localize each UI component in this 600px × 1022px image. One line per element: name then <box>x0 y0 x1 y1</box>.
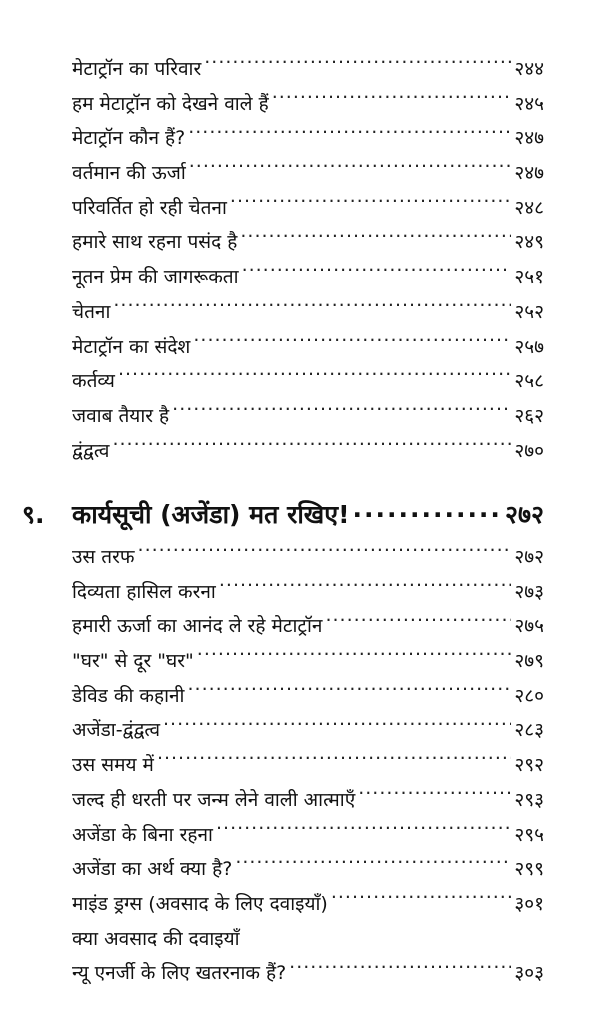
entry-page-number: २८० <box>514 684 544 707</box>
entry-title: कर्तव्य <box>72 370 115 393</box>
chapter-title: कार्यसूची (अजेंडा) मत रखिए! <box>72 500 350 529</box>
toc-entry <box>72 191 544 226</box>
entry-title: हमारे साथ रहना पसंद है <box>72 231 238 254</box>
leader-dots <box>189 160 512 179</box>
entry-page-number: २७९ <box>514 650 544 673</box>
toc-entry <box>72 330 544 365</box>
entry-page-number: २६२ <box>514 404 544 427</box>
entry-page-number: २७३ <box>514 580 544 603</box>
entry-title: मेटाट्रॉन कौन हैं? <box>72 127 186 150</box>
leader-dots <box>118 368 511 387</box>
leader-dots <box>157 752 511 771</box>
toc-entry <box>72 260 544 295</box>
entry-title: हमारी ऊर्जा का आनंद ले रहे मेटाट्रॉन <box>72 615 323 638</box>
entry-title: मेटाट्रॉन का परिवार <box>72 58 202 80</box>
entry-page-number: २४५ <box>514 92 544 115</box>
entry-title: वर्तमान की ऊर्जा <box>72 162 186 185</box>
entry-title: अजेंडा-द्वंद्वत्व <box>72 719 161 742</box>
leader-dots <box>230 195 511 214</box>
toc-entry <box>72 956 544 991</box>
leader-dots <box>325 613 511 632</box>
toc-entry <box>72 818 544 853</box>
entry-page-number: २५२ <box>514 300 544 323</box>
chapter-number: ९. <box>22 500 45 529</box>
toc-entry <box>72 52 544 87</box>
entry-title: जल्द ही धरती पर जन्म लेने वाली आत्माएँ <box>72 788 356 811</box>
entry-page-number: २८३ <box>514 719 544 742</box>
entry-page-number: २७५ <box>514 615 544 638</box>
leader-dots <box>188 125 511 144</box>
entry-title: अजेंडा के बिना रहना <box>72 823 213 846</box>
entry-page-number: २५७ <box>514 335 544 358</box>
leader-dots <box>112 438 511 457</box>
chapter-page-number: २७२ <box>504 500 544 529</box>
toc-entry <box>72 922 544 957</box>
entry-title: न्यू एनर्जी के लिए खतरनाक हैं? <box>72 962 287 985</box>
entry-title: "घर" से दूर "घर" <box>72 650 194 673</box>
entry-page-number: २७२ <box>514 546 544 568</box>
entry-title: नूतन प्रेम की जागरूकता <box>72 266 239 289</box>
leader-dots <box>235 856 511 875</box>
leader-dots <box>197 648 512 667</box>
toc-entry <box>72 540 544 575</box>
leader-dots <box>216 822 511 841</box>
entry-title: हम मेटाट्रॉन को देखने वाले हैं <box>72 92 269 115</box>
toc-entry <box>72 887 544 922</box>
entry-page-number: २५१ <box>514 266 544 289</box>
entry-title: अजेंडा का अर्थ क्या है? <box>72 858 233 881</box>
toc-entry <box>72 295 544 330</box>
entry-page-number: २४९ <box>514 231 544 254</box>
entry-page-number: ३०१ <box>514 892 544 915</box>
leader-dots <box>242 264 512 283</box>
toc-entry <box>72 87 544 122</box>
toc-entry <box>72 575 544 610</box>
leader-dots <box>289 960 511 979</box>
entry-page-number: ३०३ <box>514 962 544 985</box>
leader-dots <box>331 891 512 910</box>
leader-dots <box>358 787 511 806</box>
toc-list-bottom <box>72 540 544 991</box>
entry-title: क्या अवसाद की दवाइयाँ <box>72 927 240 950</box>
entry-page-number: २४८ <box>514 196 544 219</box>
leader-dots <box>204 56 511 75</box>
entry-title: उस तरफ <box>72 546 135 568</box>
toc-entry <box>72 852 544 887</box>
entry-page-number: २४४ <box>514 58 544 80</box>
toc-entry <box>72 609 544 644</box>
toc-entry <box>72 644 544 679</box>
leader-dots <box>272 91 512 110</box>
entry-page-number: २४७ <box>514 162 544 185</box>
entry-page-number: २४७ <box>514 127 544 150</box>
entry-title: डेविड की कहानी <box>72 684 185 707</box>
entry-title: द्वंद्वत्व <box>72 439 110 462</box>
toc-entry <box>72 225 544 260</box>
toc-entry <box>72 156 544 191</box>
leader-dots <box>113 299 511 318</box>
entry-title: मेटाट्रॉन का संदेश <box>72 335 191 358</box>
entry-page-number: २९२ <box>514 754 544 777</box>
leader-dots <box>240 229 511 248</box>
chapter-heading <box>22 497 544 531</box>
toc-entry <box>72 679 544 714</box>
entry-title: उस समय में <box>72 754 154 777</box>
entry-page-number: २७० <box>514 439 544 462</box>
leader-dots <box>187 683 511 702</box>
leader-dots <box>193 334 511 353</box>
leader-dots <box>352 498 502 523</box>
entry-title: दिव्यता हासिल करना <box>72 580 216 603</box>
entry-title: जवाब तैयार है <box>72 404 170 427</box>
leader-dots <box>163 717 511 736</box>
toc-entry <box>72 783 544 818</box>
toc-entry <box>72 399 544 434</box>
toc-entry <box>72 748 544 783</box>
entry-page-number: २९३ <box>514 788 544 811</box>
toc-list-top <box>72 52 544 468</box>
toc-entry <box>72 364 544 399</box>
leader-dots <box>138 544 512 563</box>
leader-dots <box>172 403 511 422</box>
entry-page-number: २९५ <box>514 823 544 846</box>
entry-page-number: २९९ <box>514 858 544 881</box>
entry-title: चेतना <box>72 300 111 323</box>
entry-title: परिवर्तित हो रही चेतना <box>72 196 227 219</box>
entry-page-number: २५८ <box>514 370 544 393</box>
toc-entry <box>72 434 544 469</box>
toc-entry <box>72 121 544 156</box>
toc-entry <box>72 713 544 748</box>
leader-dots <box>219 579 512 598</box>
entry-title: माइंड ड्रग्स (अवसाद के लिए दवाइयाँ) <box>72 892 328 915</box>
